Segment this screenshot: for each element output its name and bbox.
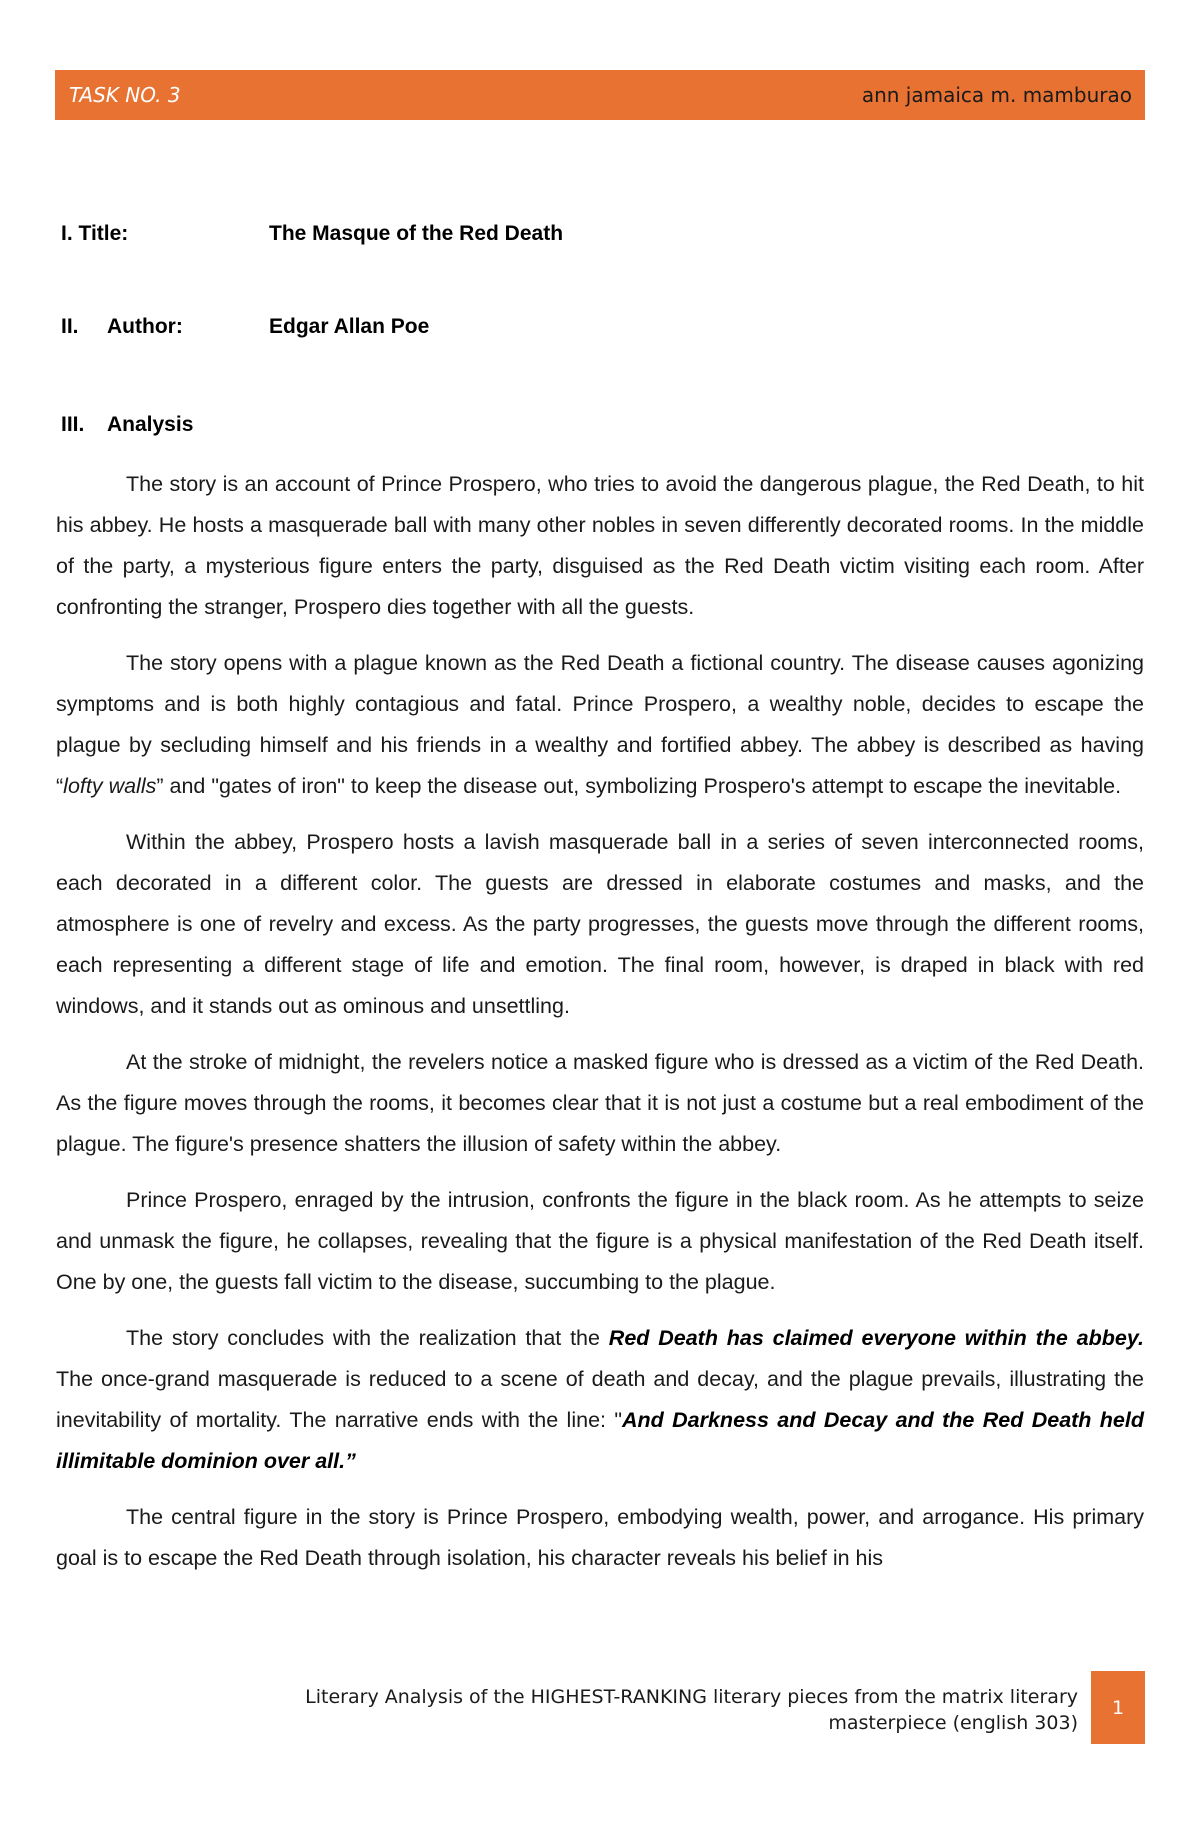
paragraph-2-text-b: ” and "gates of iron" to keep the disease out, symbolizing Prospero's attempt to escape the inevitable. [156,774,1122,798]
task-label: TASK NO. 3 [69,83,181,107]
footer-caption [178,1684,1078,1736]
author-value: Edgar Allan Poe [269,315,430,338]
page-number-box [1091,1671,1145,1744]
page-number: 1 [1111,1696,1125,1719]
author-name: ann jamaica m. mamburao [861,83,1132,107]
analysis-body [56,464,1144,1594]
paragraph-6 [56,1318,1144,1482]
paragraph-3: Within the abbey, Prospero hosts a lavish masquerade ball in a series of seven interconnected rooms, each decorated in a different color. The guests are dressed in elaborate costumes and masks, and the atmosphere is one of revelry and excess. As the party progresses, the guests move through the different rooms, each representing a different stage of life and emotion. The final room, however, is draped in black with red windows, and it stands out as ominous and unsettling. [56,830,1144,1018]
paragraph-1: The story is an account of Prince Prospero, who tries to avoid the dangerous plague, the Red Death, to hit his abbey. He hosts a masquerade ball with many other nobles in seven differently decorated rooms. In the middle of the party, a mysterious figure enters the party, disguised as the Red Death victim visiting each room. After confronting the stranger, Prospero dies together with all the guests. [56,472,1144,619]
author-number: II. [61,315,79,338]
paragraph-6-emphasis-1: Red Death has claimed everyone within the abbey. [608,1326,1144,1350]
paragraph-5: Prince Prospero, enraged by the intrusion, confronts the figure in the black room. As he attempts to seize and unmask the figure, he collapses, revealing that the figure is a physical manifestation of the Red Death itself. One by one, the guests fall victim to the disease, succumbing to the plague. [56,1188,1144,1294]
paragraph-6-emphasis-2: And Darkness and Decay and the Red Death held illimitable dominion over all.” [56,1408,1144,1473]
paragraph-6-text-b: The once-grand masquerade is reduced to a scene of death and decay, and the plague prevails, illustrating the inevitability of mortality. The narrative ends with the line: " [56,1367,1144,1432]
footer-line-2: masterpiece (english 303) [828,1712,1078,1734]
paragraph-4: At the stroke of midnight, the revelers notice a masked figure who is dressed as a victim of the Red Death. As the figure moves through the rooms, it becomes clear that it is not just a costume but a real embodiment of the plague. The figure's presence shatters the illusion of safety within the abbey. [56,1050,1144,1156]
author-label: Author: [107,315,183,338]
paragraph-2-text-a: The story opens with a plague known as the Red Death a fictional country. The disease causes agonizing symptoms and is both highly contagious and fatal. Prince Prospero, a wealthy noble, decides to escape the plague by secluding himself and his friends in a wealthy and fortified abbey. The abbey is described as having “ [56,651,1144,798]
paragraph-2-italic: lofty walls [63,774,157,798]
paragraph-2 [56,643,1144,807]
title-label: I. Title: [61,222,129,245]
title-value: The Masque of the Red Death [269,222,564,245]
analysis-number: III. [61,413,85,436]
analysis-label: Analysis [107,413,194,436]
paragraph-7: The central figure in the story is Prince Prospero, embodying wealth, power, and arrogance. His primary goal is to escape the Red Death through isolation, his character reveals his belief in his [56,1505,1144,1570]
paragraph-6-text-a: The story concludes with the realization that the [126,1326,609,1350]
header-bar [55,70,1145,120]
footer-line-1: Literary Analysis of the HIGHEST-RANKING literary pieces from the matrix literary [305,1686,1078,1708]
